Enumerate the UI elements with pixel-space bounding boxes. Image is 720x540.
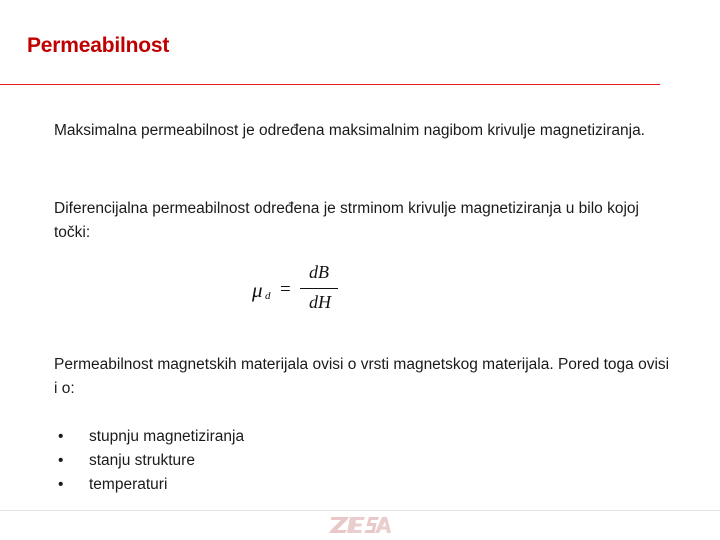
paragraph-max-permeability: Maksimalna permeabilnost je određena maksimalnim nagibom krivulje magnetiziranja. — [54, 122, 645, 139]
formula-numerator: dB — [309, 262, 329, 282]
list-item — [58, 425, 244, 449]
footer-divider — [0, 510, 720, 511]
list-item — [58, 473, 244, 497]
list-item — [58, 449, 244, 473]
bullet-marker: • — [58, 428, 64, 445]
zesa-logo — [329, 514, 391, 536]
title-divider — [0, 84, 660, 85]
permeability-formula — [252, 262, 362, 318]
bullet-marker: • — [58, 476, 64, 493]
paragraph-dependence: Permeabilnost magnetskih materijala ovisi o vrsti magnetskog materijala. Pored toga ovisi i o: — [54, 356, 670, 397]
list-item-text: temperaturi — [89, 476, 168, 493]
dependence-list — [58, 425, 244, 497]
bullet-marker: • — [58, 452, 64, 469]
paragraph-diff-permeability: Diferencijalna permeabilnost određena je strminom krivulje magnetiziranja u bilo kojoj točki: — [54, 200, 639, 241]
formula-mu-symbol: μ — [252, 278, 263, 302]
list-item-text: stanju strukture — [89, 452, 195, 469]
slide-title: Permeabilnost — [27, 34, 170, 57]
formula-subscript: d — [265, 290, 271, 302]
formula-denominator: dH — [309, 292, 331, 312]
list-item-text: stupnju magnetiziranja — [89, 428, 245, 445]
formula-equals: = — [280, 279, 291, 300]
formula-fraction-line — [300, 288, 338, 289]
